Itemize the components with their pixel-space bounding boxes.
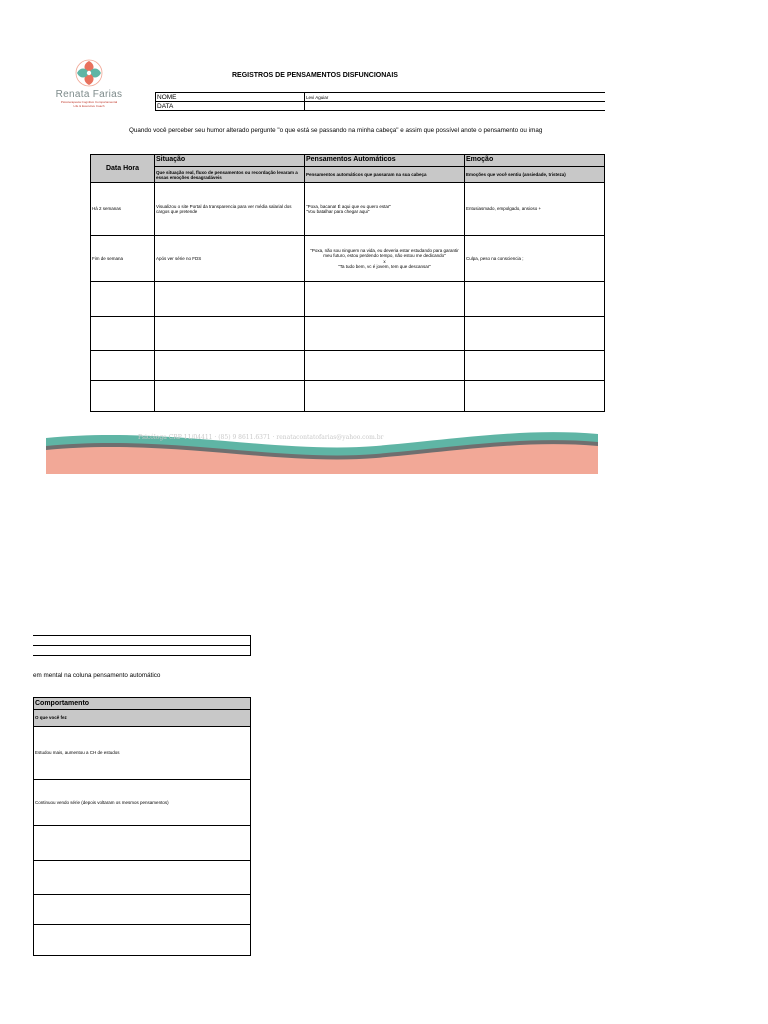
cell-emotion[interactable] bbox=[465, 351, 605, 381]
date-row bbox=[155, 101, 605, 111]
header-thoughts: Pensamentos Automáticos bbox=[305, 155, 465, 167]
name-row-continuation bbox=[33, 635, 251, 645]
table-row bbox=[34, 826, 251, 861]
subheader-thoughts: Pensamentos automáticos que passaram na sua cabeça bbox=[305, 167, 465, 183]
cell-situation[interactable] bbox=[155, 317, 305, 351]
cell-datetime[interactable] bbox=[91, 351, 155, 381]
cell-thoughts[interactable] bbox=[305, 351, 465, 381]
brand-name: Renata Farias bbox=[55, 89, 123, 100]
cell-emotion[interactable]: Entusiasmado, empolgado, ansioso + bbox=[465, 183, 605, 236]
cell-thoughts[interactable]: "Poxa, não sou ninguem na vida, eu deveria estar estudando para garantir meu futuro, estou perdendo tempo, não estou me dedicando" x "Ta tudo bem, vc é jovem, tem que descansar" bbox=[305, 236, 465, 282]
subheader-row bbox=[34, 710, 251, 727]
cell-emotion[interactable] bbox=[465, 282, 605, 317]
cell-datetime[interactable] bbox=[91, 282, 155, 317]
footer-wave-banner bbox=[46, 432, 598, 474]
cell-thoughts[interactable] bbox=[305, 381, 465, 412]
table-row bbox=[34, 861, 251, 895]
brand-subtitle-2: Life & Executive Coach bbox=[73, 104, 105, 108]
cell-thoughts[interactable] bbox=[305, 317, 465, 351]
footer-contact: Psicóloga CRP 11/04411 · (85) 9 8611.6371 · renatacontatofarias@yahoo.com.br bbox=[138, 434, 384, 441]
header-row bbox=[91, 155, 605, 167]
behavior-table bbox=[33, 697, 251, 956]
cell-behavior[interactable]: Continuou vendo série (depois voltaram os mesmos pensamentos) bbox=[34, 780, 251, 826]
cell-thoughts[interactable] bbox=[305, 282, 465, 317]
table-row bbox=[91, 282, 605, 317]
cell-separator bbox=[304, 93, 305, 101]
instruction-text-continuation: em mental na coluna pensamento automático bbox=[33, 672, 161, 679]
header-datetime: Data Hora bbox=[91, 155, 155, 183]
subheader-behavior: O que você fez bbox=[34, 710, 251, 727]
cell-behavior[interactable]: Estudou mais, aumentou a CH de estudos bbox=[34, 727, 251, 780]
cell-behavior[interactable] bbox=[34, 895, 251, 925]
table-row bbox=[34, 780, 251, 826]
header-behavior: Comportamento bbox=[34, 698, 251, 710]
name-value[interactable]: Levi Aguiar bbox=[306, 95, 329, 100]
cell-emotion[interactable] bbox=[465, 381, 605, 412]
cell-thoughts[interactable]: "Poxa, bacana! É aqui que eu quero estar" "Vou batalhar para chegar aqui" bbox=[305, 183, 465, 236]
subheader-emotion: Emoções que você sentiu (ansiedade, tristeza) bbox=[465, 167, 605, 183]
table-row bbox=[91, 183, 605, 236]
cell-situation[interactable] bbox=[155, 282, 305, 317]
brand-logo bbox=[44, 58, 134, 118]
table-row bbox=[34, 925, 251, 956]
cell-situation[interactable]: Após ver série no FDS bbox=[155, 236, 305, 282]
document-title: REGISTROS DE PENSAMENTOS DISFUNCIONAIS bbox=[232, 72, 398, 79]
brand-subtitle: Psicoterapeuta Cognitivo Comportamental bbox=[60, 100, 118, 104]
date-label: DATA bbox=[157, 103, 174, 110]
cell-situation[interactable] bbox=[155, 381, 305, 412]
thought-record-table bbox=[90, 154, 605, 412]
table-row bbox=[91, 381, 605, 412]
name-label: NOME bbox=[157, 94, 177, 101]
header-emotion: Emoção bbox=[465, 155, 605, 167]
table-row bbox=[91, 236, 605, 282]
cell-behavior[interactable] bbox=[34, 925, 251, 956]
cell-datetime[interactable] bbox=[91, 381, 155, 412]
cell-situation[interactable] bbox=[155, 351, 305, 381]
cell-datetime[interactable] bbox=[91, 317, 155, 351]
cell-behavior[interactable] bbox=[34, 861, 251, 895]
date-row-continuation bbox=[33, 645, 251, 656]
table-row bbox=[34, 895, 251, 925]
cell-datetime[interactable]: Há 2 semanas bbox=[91, 183, 155, 236]
cell-situation[interactable]: Visualizou o site Portal da transparencia para ver média salarial dos cargos que pretende bbox=[155, 183, 305, 236]
subheader-situation: Que situação real, fluxo de pensamentos ou recordação levaram a essas emoções desagradáveis bbox=[155, 167, 305, 183]
name-row bbox=[155, 92, 605, 101]
cell-emotion[interactable]: Culpa, peso na consciencia ; bbox=[465, 236, 605, 282]
header-situation: Situação bbox=[155, 155, 305, 167]
table-row bbox=[91, 351, 605, 381]
header-row bbox=[34, 698, 251, 710]
cell-datetime[interactable]: Fim de semana bbox=[91, 236, 155, 282]
cell-emotion[interactable] bbox=[465, 317, 605, 351]
flower-logo-icon bbox=[74, 58, 104, 88]
instruction-text: Quando você perceber seu humor alterado pergunte "o que está se passando na minha cabeça" e assim que possível anote o pensamento ou imag bbox=[129, 127, 543, 134]
table-row bbox=[91, 317, 605, 351]
table-row bbox=[34, 727, 251, 780]
cell-separator bbox=[304, 102, 305, 110]
subheader-row bbox=[91, 167, 605, 183]
cell-behavior[interactable] bbox=[34, 826, 251, 861]
